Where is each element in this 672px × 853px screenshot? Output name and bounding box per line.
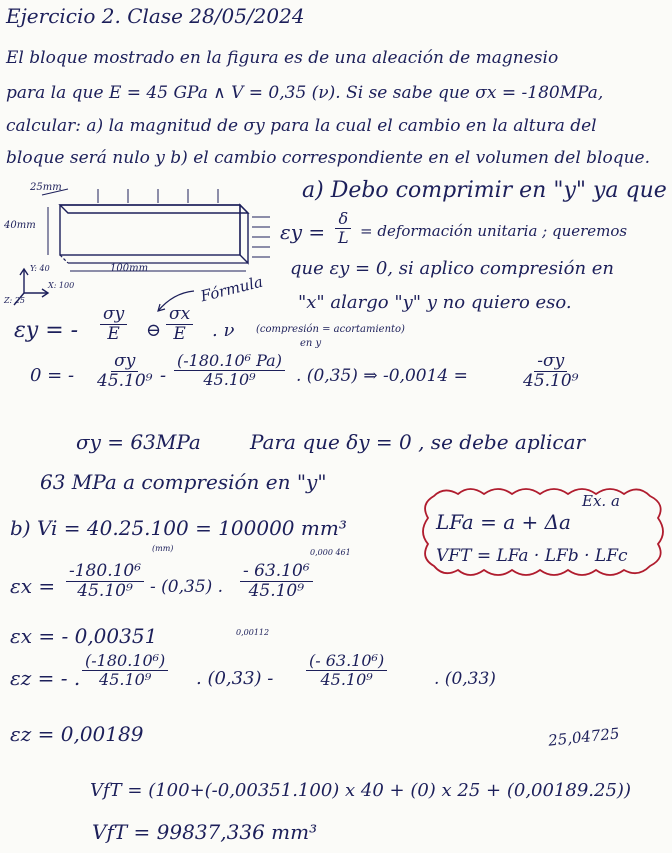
eq1-lhs: εy = - xyxy=(14,318,79,343)
ex-side-note-2: 0,00112 xyxy=(236,628,270,637)
eq2-minus: - xyxy=(160,365,167,386)
axis-y-label: Y: 40 xyxy=(30,264,50,273)
axis-x-label: X: 100 xyxy=(48,281,75,290)
eq2-fraction-2: $\frac{\text{(-180.10⁶ Pa)}}{\text{45.10⁹}}$ xyxy=(174,352,285,389)
ez-mid: . (0,33) - xyxy=(196,668,274,689)
part-a-conclusion-1: Para que δy = 0 , se debe aplicar xyxy=(250,430,586,454)
dim-height-label: 40mm xyxy=(4,220,36,231)
side-value: 25,04725 xyxy=(547,724,621,750)
eq1-note-2: en y xyxy=(300,338,322,349)
eq1-fraction-1: $\frac{\sigma y}{E}$ xyxy=(100,305,127,344)
initial-volume: b) Vi = 40.25.100 = 100000 mm³ xyxy=(10,516,347,540)
ex-side-note: 0,000 461 xyxy=(310,548,351,557)
axis-z-label: Z: 25 xyxy=(4,296,25,305)
sigma-y-result: σy = 63MPa xyxy=(76,430,201,454)
part-a-line-1: a) Debo comprimir en "y" ya que xyxy=(302,178,667,203)
eq2-lhs: 0 = - xyxy=(30,365,75,386)
part-a-conclusion-2: 63 MPa a compresión en "y" xyxy=(40,470,327,494)
dim-length-label: 100mm xyxy=(110,263,149,274)
eq2-tail: . (0,35) ⇒ -0,0014 = xyxy=(296,366,468,386)
dim-depth-label: 25mm xyxy=(30,182,62,193)
eq1-fraction-2: $\frac{\sigma x}{E}$ xyxy=(166,305,193,344)
part-a-line-3: que εy = 0, si aplico compresión en xyxy=(290,258,615,279)
ex-lhs: εx = xyxy=(10,574,56,598)
problem-line-2: para la que E = 45 GPa ∧ V = 0,35 (ν). Si se sabe que σx = -180MPa, xyxy=(6,83,604,103)
ez-fraction-1: $\frac{\text{(-180.10⁶)}}{\text{45.10⁹}}$ xyxy=(82,652,168,689)
box-tag: Ex. a xyxy=(582,492,620,510)
eq1-minus: ⊖ xyxy=(146,320,162,341)
eq2-fraction-3: $\frac{-\sigma y}{\text{45.10⁹}}$ xyxy=(523,351,579,391)
ex-fraction-1: $\frac{\text{-180.10⁶}}{\text{45.10⁹}}$ xyxy=(66,562,144,601)
eq2-fraction-1: $\frac{\sigma y}{\text{45.10⁹}}$ xyxy=(97,351,153,391)
initial-volume-unit: (mm) xyxy=(152,544,174,553)
eq1-nu: . ν xyxy=(212,320,235,341)
problem-line-1: El bloque mostrado en la figura es de una aleación de magnesio xyxy=(6,48,559,68)
final-volume-equation: VfT = (100+(-0,00351.100) x 40 + (0) x 25 + (0,00189.25)) xyxy=(90,780,631,801)
part-a-line-4: "x" alargo "y" y no quiero eso. xyxy=(298,292,572,313)
part-a-line-2: = deformación unitaria ; queremos xyxy=(360,222,628,240)
box-line-1: LFa = a + Δa xyxy=(436,510,571,534)
ex-mid: - (0,35) . xyxy=(150,577,224,597)
problem-line-3: calcular: a) la magnitud de σy para la cual el cambio en la altura del xyxy=(6,116,597,136)
final-volume-result: VfT = 99837,336 mm³ xyxy=(92,820,318,844)
formula-tag: Fórmula xyxy=(198,272,265,306)
exercise-title: Ejercicio 2. Clase 28/05/2024 xyxy=(6,4,305,28)
part-a-strain-def: εy = xyxy=(280,220,326,244)
box-line-2: VFT = LFa · LFb · LFc xyxy=(436,546,628,566)
strain-def-fraction: $\frac{\delta}{L}$ xyxy=(335,210,352,247)
eq1-note: (compresión = acortamiento) xyxy=(256,324,405,335)
ez-result: εz = 0,00189 xyxy=(10,722,144,746)
problem-line-4: bloque será nulo y b) el cambio correspondiente en el volumen del bloque. xyxy=(6,148,651,168)
ez-tail: . (0,33) xyxy=(434,669,496,689)
ez-lhs: εz = - . xyxy=(10,666,81,690)
ex-result: εx = - 0,00351 xyxy=(10,624,158,648)
ex-fraction-2: $\frac{\text{- 63.10⁶}}{\text{45.10⁹}}$ xyxy=(240,562,313,601)
ez-fraction-2: $\frac{\text{(- 63.10⁶)}}{\text{45.10⁹}}$ xyxy=(306,652,387,689)
